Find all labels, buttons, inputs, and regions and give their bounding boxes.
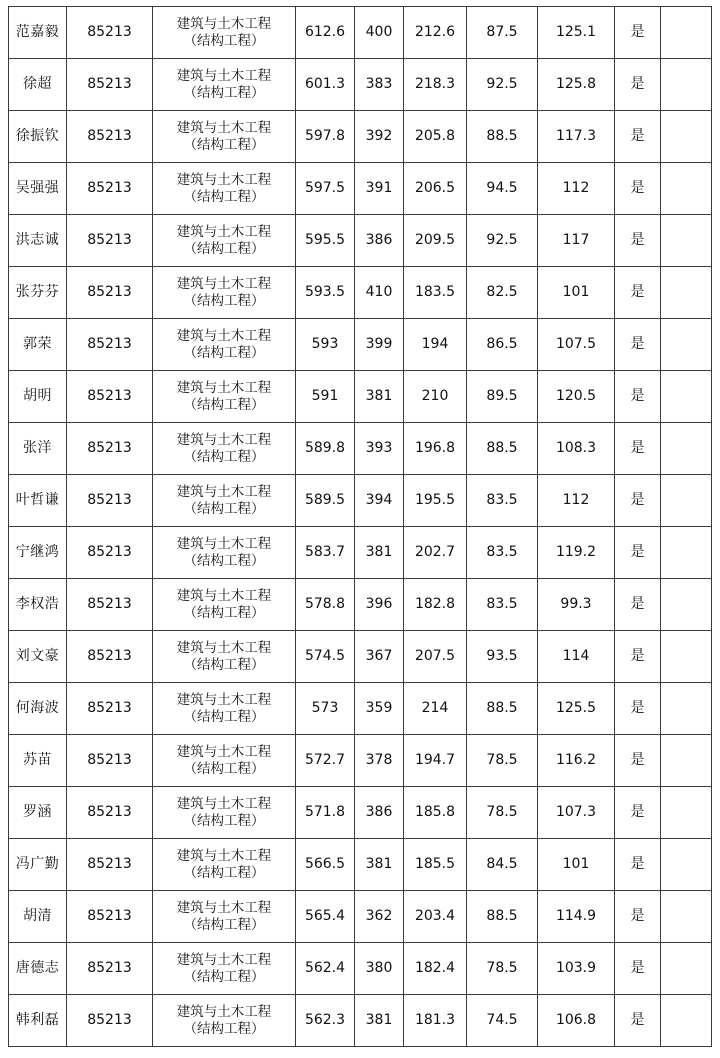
cell-total-score: 597.8 — [296, 111, 355, 163]
cell-major-code: 85213 — [67, 579, 153, 631]
cell-total-score: 595.5 — [296, 215, 355, 267]
cell-total-score: 612.6 — [296, 7, 355, 59]
cell-major — [153, 215, 296, 267]
cell-retest-score: 185.8 — [404, 787, 467, 839]
table-row — [9, 319, 712, 371]
major-name: 建筑与土木工程 — [176, 1003, 272, 1020]
cell-name: 范嘉毅 — [9, 7, 67, 59]
cell-total-score: 591 — [296, 371, 355, 423]
cell-score-b: 114 — [538, 631, 615, 683]
admission-score-sheet — [8, 6, 712, 1047]
major-direction: （结构工程） — [183, 812, 265, 829]
major-name: 建筑与土木工程 — [176, 275, 272, 292]
cell-initial-score: 392 — [355, 111, 404, 163]
cell-remark — [661, 319, 712, 371]
cell-total-score: 597.5 — [296, 163, 355, 215]
cell-name: 唐德志 — [9, 943, 67, 995]
cell-name: 胡明 — [9, 371, 67, 423]
cell-major-code: 85213 — [67, 839, 153, 891]
cell-score-a: 94.5 — [467, 163, 538, 215]
cell-remark — [661, 475, 712, 527]
major-direction: （结构工程） — [183, 344, 265, 361]
cell-retest-score: 212.6 — [404, 7, 467, 59]
cell-total-score: 572.7 — [296, 735, 355, 787]
cell-initial-score: 400 — [355, 7, 404, 59]
cell-major — [153, 267, 296, 319]
cell-total-score: 589.5 — [296, 475, 355, 527]
cell-score-b: 117 — [538, 215, 615, 267]
cell-admitted: 是 — [615, 59, 661, 111]
cell-remark — [661, 111, 712, 163]
major-direction: （结构工程） — [183, 396, 265, 413]
major-name: 建筑与土木工程 — [176, 743, 272, 760]
major-direction: （结构工程） — [183, 448, 265, 465]
cell-initial-score: 391 — [355, 163, 404, 215]
cell-total-score: 571.8 — [296, 787, 355, 839]
cell-admitted: 是 — [615, 475, 661, 527]
cell-major — [153, 371, 296, 423]
table-row — [9, 111, 712, 163]
cell-initial-score: 394 — [355, 475, 404, 527]
cell-total-score: 589.8 — [296, 423, 355, 475]
cell-major — [153, 111, 296, 163]
cell-score-b: 116.2 — [538, 735, 615, 787]
cell-major-code: 85213 — [67, 943, 153, 995]
table-body — [9, 7, 712, 1047]
cell-major — [153, 579, 296, 631]
cell-total-score: 593.5 — [296, 267, 355, 319]
major-direction: （结构工程） — [183, 32, 265, 49]
cell-retest-score: 194 — [404, 319, 467, 371]
cell-initial-score: 393 — [355, 423, 404, 475]
cell-admitted: 是 — [615, 163, 661, 215]
cell-retest-score: 181.3 — [404, 995, 467, 1047]
cell-admitted: 是 — [615, 423, 661, 475]
cell-initial-score: 383 — [355, 59, 404, 111]
major-direction: （结构工程） — [183, 916, 265, 933]
cell-initial-score: 381 — [355, 527, 404, 579]
cell-name: 洪志诚 — [9, 215, 67, 267]
cell-admitted: 是 — [615, 579, 661, 631]
cell-score-b: 101 — [538, 267, 615, 319]
major-name: 建筑与土木工程 — [176, 639, 272, 656]
cell-major — [153, 527, 296, 579]
table-row — [9, 163, 712, 215]
cell-retest-score: 182.8 — [404, 579, 467, 631]
cell-major — [153, 787, 296, 839]
major-name: 建筑与土木工程 — [176, 15, 272, 32]
cell-major-code: 85213 — [67, 59, 153, 111]
cell-major — [153, 891, 296, 943]
table-row — [9, 371, 712, 423]
cell-major-code: 85213 — [67, 371, 153, 423]
cell-retest-score: 218.3 — [404, 59, 467, 111]
cell-remark — [661, 7, 712, 59]
cell-total-score: 583.7 — [296, 527, 355, 579]
cell-total-score: 565.4 — [296, 891, 355, 943]
cell-total-score: 578.8 — [296, 579, 355, 631]
cell-initial-score: 380 — [355, 943, 404, 995]
cell-name: 张芬芬 — [9, 267, 67, 319]
cell-score-a: 89.5 — [467, 371, 538, 423]
cell-score-b: 117.3 — [538, 111, 615, 163]
cell-admitted: 是 — [615, 111, 661, 163]
major-name: 建筑与土木工程 — [176, 171, 272, 188]
cell-score-a: 88.5 — [467, 683, 538, 735]
cell-score-a: 86.5 — [467, 319, 538, 371]
major-direction: （结构工程） — [183, 84, 265, 101]
table-row — [9, 683, 712, 735]
cell-score-a: 74.5 — [467, 995, 538, 1047]
cell-total-score: 562.4 — [296, 943, 355, 995]
major-name: 建筑与土木工程 — [176, 223, 272, 240]
major-direction: （结构工程） — [183, 1020, 265, 1037]
cell-admitted: 是 — [615, 527, 661, 579]
cell-name: 吴强强 — [9, 163, 67, 215]
cell-retest-score: 205.8 — [404, 111, 467, 163]
cell-remark — [661, 527, 712, 579]
cell-major-code: 85213 — [67, 215, 153, 267]
major-name: 建筑与土木工程 — [176, 327, 272, 344]
cell-initial-score: 396 — [355, 579, 404, 631]
table-row — [9, 527, 712, 579]
cell-retest-score: 183.5 — [404, 267, 467, 319]
cell-initial-score: 359 — [355, 683, 404, 735]
cell-retest-score: 203.4 — [404, 891, 467, 943]
cell-admitted: 是 — [615, 735, 661, 787]
cell-initial-score: 378 — [355, 735, 404, 787]
cell-score-b: 101 — [538, 839, 615, 891]
cell-admitted: 是 — [615, 215, 661, 267]
major-name: 建筑与土木工程 — [176, 691, 272, 708]
cell-remark — [661, 59, 712, 111]
cell-total-score: 601.3 — [296, 59, 355, 111]
cell-score-b: 125.8 — [538, 59, 615, 111]
cell-major-code: 85213 — [67, 995, 153, 1047]
cell-remark — [661, 995, 712, 1047]
major-direction: （结构工程） — [183, 500, 265, 517]
cell-score-b: 107.5 — [538, 319, 615, 371]
cell-total-score: 562.3 — [296, 995, 355, 1047]
cell-name: 徐振钦 — [9, 111, 67, 163]
cell-name: 徐超 — [9, 59, 67, 111]
cell-admitted: 是 — [615, 787, 661, 839]
cell-retest-score: 182.4 — [404, 943, 467, 995]
cell-major — [153, 631, 296, 683]
major-direction: （结构工程） — [183, 292, 265, 309]
cell-major-code: 85213 — [67, 683, 153, 735]
cell-retest-score: 194.7 — [404, 735, 467, 787]
cell-major-code: 85213 — [67, 631, 153, 683]
cell-total-score: 593 — [296, 319, 355, 371]
cell-name: 胡清 — [9, 891, 67, 943]
major-name: 建筑与土木工程 — [176, 847, 272, 864]
cell-initial-score: 381 — [355, 839, 404, 891]
cell-score-a: 92.5 — [467, 59, 538, 111]
cell-remark — [661, 683, 712, 735]
cell-initial-score: 386 — [355, 787, 404, 839]
cell-major — [153, 59, 296, 111]
cell-initial-score: 399 — [355, 319, 404, 371]
major-direction: （结构工程） — [183, 760, 265, 777]
cell-retest-score: 202.7 — [404, 527, 467, 579]
cell-score-b: 125.5 — [538, 683, 615, 735]
cell-major-code: 85213 — [67, 527, 153, 579]
cell-name: 郭荣 — [9, 319, 67, 371]
cell-major — [153, 943, 296, 995]
table-row — [9, 215, 712, 267]
cell-retest-score: 196.8 — [404, 423, 467, 475]
major-name: 建筑与土木工程 — [176, 483, 272, 500]
cell-major-code: 85213 — [67, 423, 153, 475]
cell-score-a: 78.5 — [467, 787, 538, 839]
cell-name: 冯广勤 — [9, 839, 67, 891]
cell-remark — [661, 891, 712, 943]
major-name: 建筑与土木工程 — [176, 795, 272, 812]
cell-name: 宁继鸿 — [9, 527, 67, 579]
cell-score-a: 88.5 — [467, 891, 538, 943]
major-name: 建筑与土木工程 — [176, 119, 272, 136]
cell-score-b: 120.5 — [538, 371, 615, 423]
major-name: 建筑与土木工程 — [176, 67, 272, 84]
major-direction: （结构工程） — [183, 968, 265, 985]
cell-admitted: 是 — [615, 267, 661, 319]
cell-score-b: 112 — [538, 163, 615, 215]
cell-name: 叶哲谦 — [9, 475, 67, 527]
cell-score-b: 114.9 — [538, 891, 615, 943]
major-name: 建筑与土木工程 — [176, 587, 272, 604]
cell-retest-score: 209.5 — [404, 215, 467, 267]
major-direction: （结构工程） — [183, 864, 265, 881]
table-row — [9, 787, 712, 839]
cell-initial-score: 386 — [355, 215, 404, 267]
cell-score-b: 108.3 — [538, 423, 615, 475]
cell-score-a: 84.5 — [467, 839, 538, 891]
major-direction: （结构工程） — [183, 656, 265, 673]
cell-remark — [661, 787, 712, 839]
cell-major-code: 85213 — [67, 891, 153, 943]
cell-score-b: 106.8 — [538, 995, 615, 1047]
cell-score-a: 78.5 — [467, 735, 538, 787]
cell-admitted: 是 — [615, 683, 661, 735]
cell-score-a: 87.5 — [467, 7, 538, 59]
cell-retest-score: 207.5 — [404, 631, 467, 683]
cell-major — [153, 839, 296, 891]
table-row — [9, 995, 712, 1047]
cell-remark — [661, 735, 712, 787]
cell-remark — [661, 163, 712, 215]
cell-initial-score: 381 — [355, 995, 404, 1047]
cell-score-a: 78.5 — [467, 943, 538, 995]
cell-total-score: 566.5 — [296, 839, 355, 891]
cell-retest-score: 206.5 — [404, 163, 467, 215]
cell-retest-score: 195.5 — [404, 475, 467, 527]
cell-admitted: 是 — [615, 943, 661, 995]
cell-score-b: 99.3 — [538, 579, 615, 631]
cell-remark — [661, 371, 712, 423]
cell-total-score: 574.5 — [296, 631, 355, 683]
table-row — [9, 943, 712, 995]
major-name: 建筑与土木工程 — [176, 535, 272, 552]
cell-name: 罗涵 — [9, 787, 67, 839]
cell-admitted: 是 — [615, 631, 661, 683]
cell-remark — [661, 267, 712, 319]
cell-major-code: 85213 — [67, 735, 153, 787]
cell-score-b: 103.9 — [538, 943, 615, 995]
table-row — [9, 839, 712, 891]
major-name: 建筑与土木工程 — [176, 899, 272, 916]
cell-major — [153, 475, 296, 527]
cell-admitted: 是 — [615, 371, 661, 423]
cell-major-code: 85213 — [67, 475, 153, 527]
major-name: 建筑与土木工程 — [176, 379, 272, 396]
cell-admitted: 是 — [615, 319, 661, 371]
cell-score-a: 92.5 — [467, 215, 538, 267]
cell-score-b: 119.2 — [538, 527, 615, 579]
cell-major — [153, 319, 296, 371]
major-direction: （结构工程） — [183, 188, 265, 205]
cell-score-a: 83.5 — [467, 579, 538, 631]
cell-name: 苏苗 — [9, 735, 67, 787]
cell-remark — [661, 423, 712, 475]
cell-retest-score: 214 — [404, 683, 467, 735]
cell-score-a: 88.5 — [467, 423, 538, 475]
cell-admitted: 是 — [615, 995, 661, 1047]
cell-name: 韩利磊 — [9, 995, 67, 1047]
cell-score-b: 107.3 — [538, 787, 615, 839]
cell-score-a: 83.5 — [467, 475, 538, 527]
cell-retest-score: 185.5 — [404, 839, 467, 891]
major-direction: （结构工程） — [183, 240, 265, 257]
cell-retest-score: 210 — [404, 371, 467, 423]
cell-remark — [661, 943, 712, 995]
cell-major — [153, 163, 296, 215]
cell-score-b: 112 — [538, 475, 615, 527]
cell-admitted: 是 — [615, 7, 661, 59]
cell-score-a: 88.5 — [467, 111, 538, 163]
cell-name: 何海波 — [9, 683, 67, 735]
cell-score-a: 82.5 — [467, 267, 538, 319]
cell-admitted: 是 — [615, 891, 661, 943]
major-direction: （结构工程） — [183, 552, 265, 569]
cell-remark — [661, 579, 712, 631]
cell-major — [153, 995, 296, 1047]
cell-score-a: 83.5 — [467, 527, 538, 579]
table-row — [9, 891, 712, 943]
table-row — [9, 7, 712, 59]
cell-major — [153, 735, 296, 787]
cell-major-code: 85213 — [67, 7, 153, 59]
cell-remark — [661, 839, 712, 891]
cell-major-code: 85213 — [67, 787, 153, 839]
score-table — [8, 6, 712, 1047]
table-row — [9, 475, 712, 527]
major-name: 建筑与土木工程 — [176, 951, 272, 968]
cell-initial-score: 367 — [355, 631, 404, 683]
cell-admitted: 是 — [615, 839, 661, 891]
cell-initial-score: 362 — [355, 891, 404, 943]
cell-initial-score: 381 — [355, 371, 404, 423]
cell-major-code: 85213 — [67, 111, 153, 163]
table-row — [9, 735, 712, 787]
cell-major-code: 85213 — [67, 319, 153, 371]
major-direction: （结构工程） — [183, 708, 265, 725]
cell-score-b: 125.1 — [538, 7, 615, 59]
table-row — [9, 267, 712, 319]
table-row — [9, 59, 712, 111]
cell-major-code: 85213 — [67, 163, 153, 215]
major-name: 建筑与土木工程 — [176, 431, 272, 448]
cell-major-code: 85213 — [67, 267, 153, 319]
cell-name: 刘文豪 — [9, 631, 67, 683]
table-row — [9, 579, 712, 631]
table-row — [9, 631, 712, 683]
cell-score-a: 93.5 — [467, 631, 538, 683]
cell-major — [153, 7, 296, 59]
cell-major — [153, 683, 296, 735]
cell-major — [153, 423, 296, 475]
cell-initial-score: 410 — [355, 267, 404, 319]
table-row — [9, 423, 712, 475]
cell-remark — [661, 631, 712, 683]
cell-total-score: 573 — [296, 683, 355, 735]
major-direction: （结构工程） — [183, 604, 265, 621]
cell-name: 李权浩 — [9, 579, 67, 631]
major-direction: （结构工程） — [183, 136, 265, 153]
cell-remark — [661, 215, 712, 267]
cell-name: 张洋 — [9, 423, 67, 475]
